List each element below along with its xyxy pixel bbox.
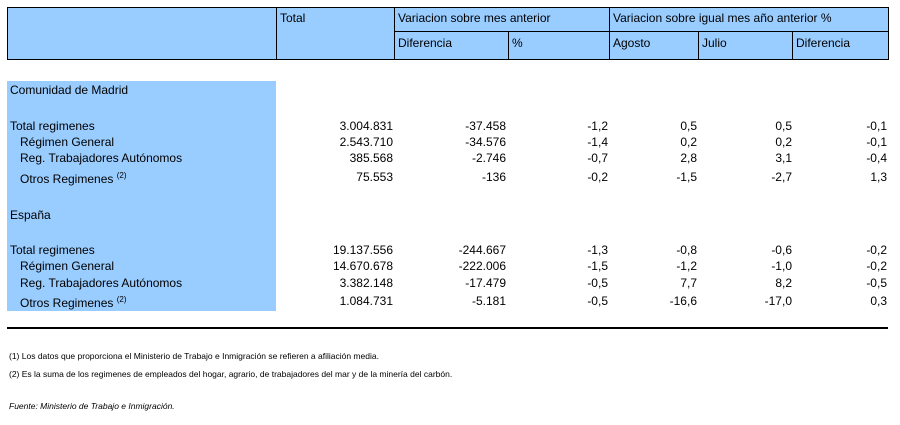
cell-percent: -1,2 [587,119,608,133]
cell-total: 1.084.731 [339,294,393,308]
cell-diferencia: -5.181 [471,294,506,308]
header-vline-1 [7,7,8,60]
section-title-madrid: Comunidad de Madrid [10,83,129,97]
header-sub-agosto: Agosto [613,36,651,50]
cell-percent: -0,5 [587,294,608,308]
cell-julio: -2,7 [771,170,792,184]
footnote-2: (2) Es la suma de los regimenes de empleados del hogar, agrario, de trabajadores del mar y de la minería del carbón. [9,369,453,379]
cell-diferencia-yoy: 0,3 [870,294,887,308]
cell-diferencia-yoy: -0,1 [866,135,887,149]
cell-agosto: 2,8 [680,151,697,165]
cell-julio: 8,2 [775,276,792,290]
row-label-wrap [20,292,127,311]
header-group-yearly: Variacion sobre igual mes año anterior % [613,11,832,25]
section-title-espana: España [10,208,51,222]
row-label: Régimen General [20,259,115,273]
cell-diferencia-yoy: 1,3 [870,170,887,184]
cell-total: 3.382.148 [339,276,393,290]
cell-percent: -1,3 [587,243,608,257]
cell-diferencia: -17.479 [465,276,506,290]
cell-agosto: 0,2 [680,135,697,149]
cell-percent: -1,5 [587,259,608,273]
footnote-1: (1) Los datos que proporciona el Ministerio de Trabajo e Inmigración se refieren a afiliación media. [9,351,379,361]
cell-percent: -0,7 [587,151,608,165]
header-vline-8 [888,7,889,60]
header-sub-julio: Julio [702,36,727,50]
cell-diferencia: -34.576 [465,135,506,149]
cell-diferencia-yoy: -0,1 [866,119,887,133]
cell-diferencia: -244.667 [458,243,506,257]
row-label: Reg. Trabajadores Autónomos [20,151,183,165]
cell-agosto: -1,2 [676,259,697,273]
row-label: Total regimenes [10,119,95,133]
header-sub-diferencia-2: Diferencia [796,36,851,50]
header-sub-percent: % [512,36,523,50]
cell-percent: -0,2 [587,170,608,184]
cell-total: 14.670.678 [332,259,393,273]
cell-julio: 0,5 [775,119,792,133]
header-sub-diferencia: Diferencia [398,36,453,50]
header-top-border [7,7,888,8]
table-bottom-rule [7,327,888,329]
cell-diferencia-yoy: -0,2 [866,243,887,257]
cell-total: 3.004.831 [339,119,393,133]
source-note: Fuente: Ministerio de Trabajo e Inmigración. [9,401,175,411]
row-label: Reg. Trabajadores Autónomos [20,276,183,290]
cell-percent: -0,5 [587,276,608,290]
cell-total: 2.543.710 [339,135,393,149]
cell-julio: 3,1 [775,151,792,165]
cell-percent: -1,4 [587,135,608,149]
cell-agosto: -1,5 [676,170,697,184]
header-mid-border [394,31,888,32]
cell-julio: -17,0 [764,294,792,308]
cell-diferencia: -37.458 [465,119,506,133]
cell-julio: -0,6 [771,243,792,257]
row-label: Otros Regimenes [20,296,114,310]
header-group-monthly: Variacion sobre mes anterior [398,11,551,25]
cell-agosto: 0,5 [680,119,697,133]
cell-julio: 0,2 [775,135,792,149]
cell-diferencia: -2.746 [471,151,506,165]
row-label: Régimen General [20,135,115,149]
cell-agosto: -0,8 [676,243,697,257]
cell-julio: -1,0 [771,259,792,273]
footnote-ref: (2) [116,295,127,304]
cell-total: 19.137.556 [332,243,393,257]
cell-agosto: 7,7 [680,276,697,290]
header-total: Total [280,11,306,25]
row-label-wrap [20,168,127,187]
cell-diferencia-yoy: -0,2 [866,259,887,273]
header-bottom-border [7,59,888,60]
cell-total: 75.553 [356,170,393,184]
cell-diferencia-yoy: -0,4 [866,151,887,165]
cell-diferencia: -222.006 [458,259,506,273]
footnote-ref: (2) [116,171,127,180]
row-label: Total regimenes [10,243,95,257]
cell-diferencia: -136 [481,170,506,184]
cell-agosto: -16,6 [669,294,697,308]
cell-total: 385.568 [349,151,393,165]
row-label: Otros Regimenes [20,172,114,186]
cell-diferencia-yoy: -0,5 [866,276,887,290]
